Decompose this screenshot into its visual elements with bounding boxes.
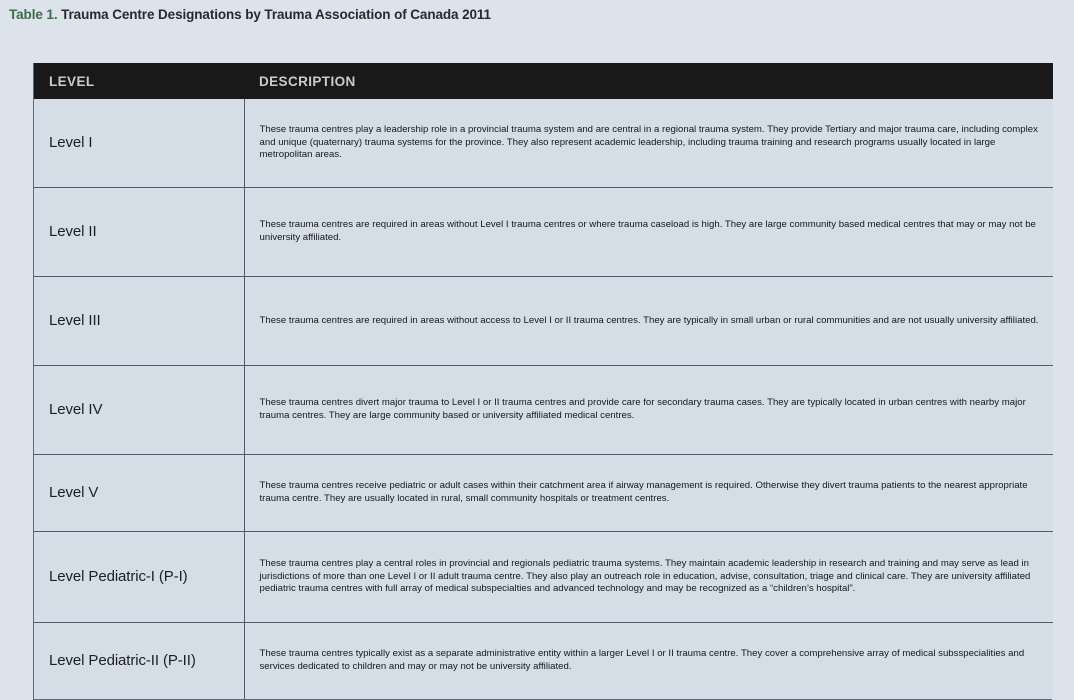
cell-description: These trauma centres play a leadership role in a provincial trauma system and are central in a regional trauma system. They provide Tertiary and major trauma care, including complex and unique (quaternary) trauma systems for the province. They also represent academic leadership, including trauma training and research programs usually located in large metropolitan areas. — [244, 99, 1053, 188]
table-caption-title: Trauma Centre Designations by Trauma Association of Canada 2011 — [61, 7, 491, 22]
table-caption-number: Table 1. — [9, 7, 58, 22]
cell-level: Level I — [34, 99, 244, 188]
cell-level: Level V — [34, 455, 244, 532]
cell-description: These trauma centres receive pediatric or adult cases within their catchment area if airway management is required. Otherwise they divert trauma patients to the nearest appropriate trauma centre. They are usually located in rural, small community hospitals or treatment centres. — [244, 455, 1053, 532]
cell-description: These trauma centres play a central roles in provincial and regionals pediatric trauma systems. They maintain academic leadership in research and training and may serve as lead in jurisdictions of more than one Level I or II adult trauma centre. They also play an outreach role in education, advise, consultation, triage and clinical care. They are university affiliated pediatric trauma centres with full array of medical subspecialties and advanced technology and may be recognized as a “children’s hospital”. — [244, 532, 1053, 623]
cell-description: These trauma centres typically exist as a separate administrative entity within a larger Level I or II trauma centre. They cover a comprehensive array of medical subsspecialities and services dedicated to children and may or may not be university affiliated. — [244, 623, 1053, 700]
cell-description: These trauma centres divert major trauma to Level I or II trauma centres and provide care for secondary trauma cases. They are typically located in urban centres with nearby major trauma centres. They are large community based or university affiliated medical centres. — [244, 366, 1053, 455]
cell-level: Level Pediatric-I (P-I) — [34, 532, 244, 623]
table-row — [34, 366, 1053, 455]
table-header — [34, 63, 1053, 99]
trauma-centre-designations-table — [34, 63, 1053, 699]
column-header-description: DESCRIPTION — [244, 63, 1053, 99]
table-row — [34, 455, 1053, 532]
table-body — [34, 99, 1053, 699]
cell-level: Level III — [34, 277, 244, 366]
table-container — [33, 63, 1052, 700]
cell-level: Level II — [34, 188, 244, 277]
table-row — [34, 99, 1053, 188]
cell-level: Level Pediatric-II (P-II) — [34, 623, 244, 700]
table-row — [34, 532, 1053, 623]
cell-description: These trauma centres are required in areas without access to Level I or II trauma centres. They are typically in small urban or rural communities and are not usually university affiliated. — [244, 277, 1053, 366]
table-header-row — [34, 63, 1053, 99]
column-header-level: LEVEL — [34, 63, 244, 99]
cell-description: These trauma centres are required in areas without Level I trauma centres or where trauma caseload is high. They are large community based medical centres that may or may not be university affiliated. — [244, 188, 1053, 277]
cell-level: Level IV — [34, 366, 244, 455]
table-row — [34, 188, 1053, 277]
table-caption — [9, 6, 491, 23]
table-row — [34, 277, 1053, 366]
table-row — [34, 623, 1053, 700]
